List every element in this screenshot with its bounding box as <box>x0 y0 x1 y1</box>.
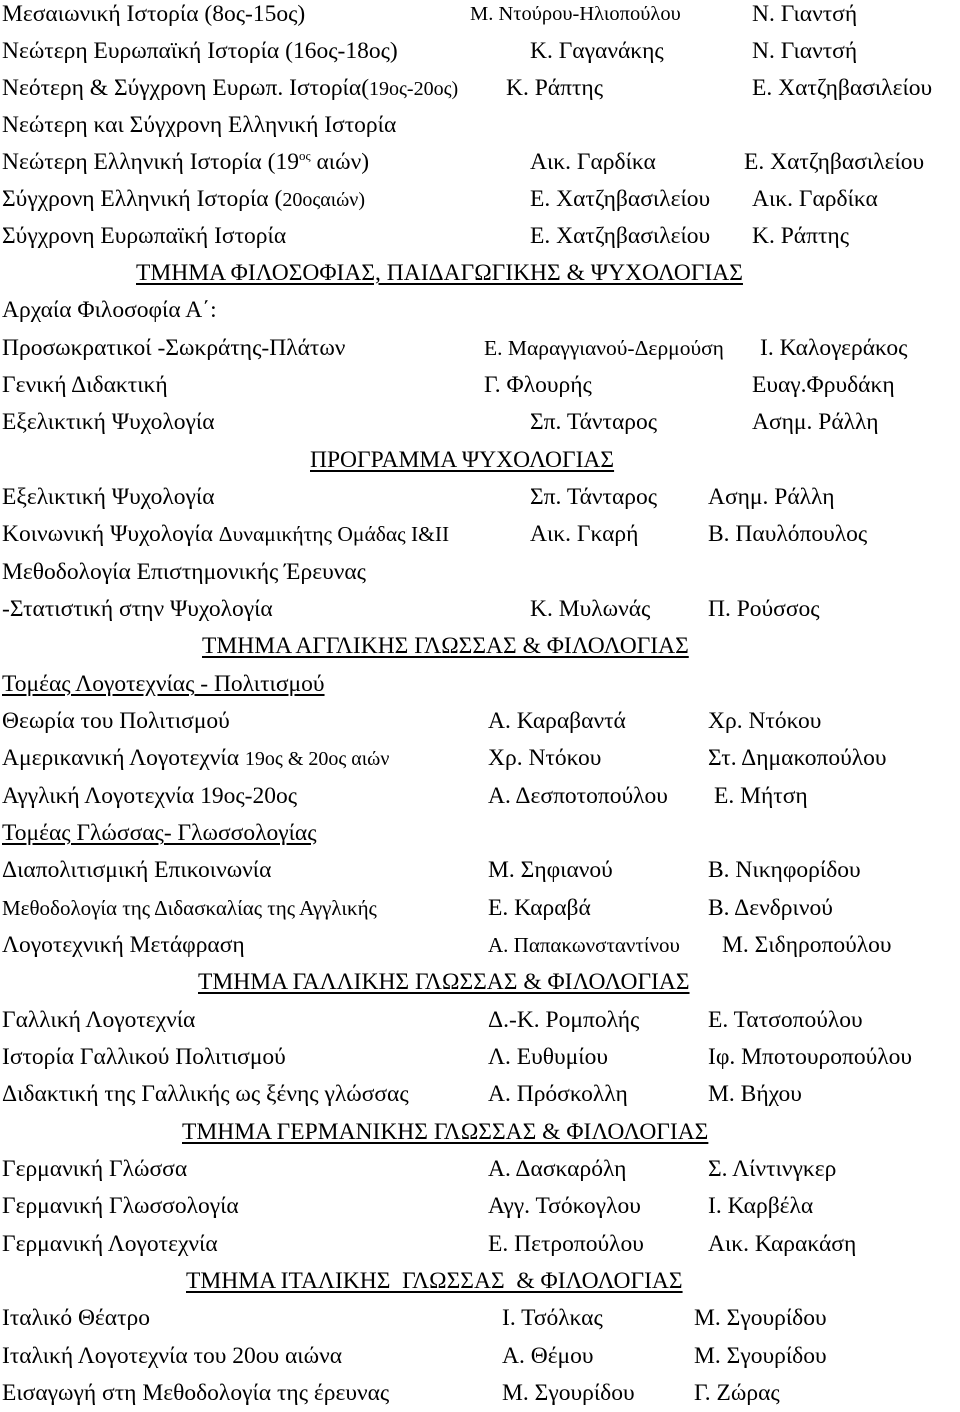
course-row <box>0 516 960 553</box>
instructor-secondary: Β. Νικηφορίδου <box>708 857 861 883</box>
course-row <box>0 890 960 927</box>
course-row <box>0 1039 960 1076</box>
instructor-primary: Αικ. Γαρδίκα <box>530 149 656 175</box>
sector-heading-row <box>0 815 960 852</box>
course-row <box>0 33 960 70</box>
instructor-secondary: Κ. Ράπτης <box>752 223 850 249</box>
instructor-secondary: Μ. Βήχου <box>708 1081 802 1107</box>
course-row <box>0 591 960 628</box>
course-title: Νεώτερη Ευρωπαϊκή Ιστορία (16ος-18ος) <box>2 38 398 64</box>
course-title-period: 19ος & 20ος αιών <box>244 748 390 770</box>
subject-heading-row <box>0 554 960 591</box>
course-title: Γερμανική Λογοτεχνία <box>2 1231 218 1257</box>
instructor-primary: Α. Θέμου <box>502 1343 594 1369</box>
course-title-main: Νεότερη & Σύγχρονη Ευρωπ. Ιστορία( <box>2 75 370 101</box>
instructor-secondary: Ασημ. Ράλλη <box>708 484 835 510</box>
course-title: Μεσαιωνική Ιστορία (8ος-15ος) <box>2 1 306 27</box>
instructor-secondary: Μ. Σιδηροπούλου <box>722 932 892 958</box>
subject-heading-row <box>0 292 960 329</box>
instructor-primary: Λ. Ευθυμίου <box>488 1044 608 1070</box>
instructor-secondary: Χρ. Ντόκου <box>708 708 822 734</box>
course-row <box>0 479 960 516</box>
course-title: Εισαγωγή στη Μεθοδολογία της έρευνας <box>2 1380 390 1406</box>
instructor-secondary: Μ. Σγουρίδου <box>694 1343 827 1369</box>
course-title: Εξελικτική Ψυχολογία <box>2 484 215 510</box>
course-title: Ιστορία Γαλλικού Πολιτισμού <box>2 1044 286 1070</box>
department-heading: ΠΡΟΓΡΑΜΜΑ ΨΥΧΟΛΟΓΙΑΣ <box>310 447 615 473</box>
instructor-secondary: Π. Ρούσσος <box>708 596 820 622</box>
course-row <box>0 778 960 815</box>
course-title: Λογοτεχνική Μετάφραση <box>2 932 245 958</box>
course-title: Μεθοδολογία της Διδασκαλίας της Αγγλικής <box>2 896 377 920</box>
course-row <box>0 1076 960 1113</box>
course-row <box>0 70 960 107</box>
course-row <box>0 703 960 740</box>
course-title: Γαλλική Λογοτεχνία <box>2 1007 196 1033</box>
instructor-primary: Γ. Φλουρής <box>484 372 592 398</box>
course-title: Θεωρία του Πολιτισμού <box>2 708 230 734</box>
department-heading: ΤΜΗΜΑ ΙΤΑΛΙΚΗΣ ΓΛΩΣΣΑΣ & ΦΙΛΟΛΟΓΙΑΣ <box>186 1268 683 1294</box>
course-title-suffix: αιών) <box>316 149 370 175</box>
course-row <box>0 404 960 441</box>
course-row <box>0 1300 960 1337</box>
sector-heading: Τομέας Λογοτεχνίας - Πολιτισμού <box>2 671 325 697</box>
course-title-main: Σύγχρονη Ελληνική Ιστορία ( <box>2 186 283 212</box>
instructor-secondary: Ασημ. Ράλλη <box>752 409 879 435</box>
instructor-primary: Μ. Σηφιανού <box>488 857 613 883</box>
course-title-main: Κοινωνική Ψυχολογία <box>2 521 219 547</box>
instructor-secondary: Ι. Καρβέλα <box>708 1193 814 1219</box>
course-row <box>0 0 960 33</box>
course-row <box>0 927 960 964</box>
course-row <box>0 740 960 777</box>
course-title: -Στατιστική στην Ψυχολογία <box>2 596 273 622</box>
course-row <box>0 330 960 367</box>
instructor-primary: Σπ. Τάνταρος <box>530 484 658 510</box>
instructor-primary: Αγγ. Τσόκογλου <box>488 1193 641 1219</box>
instructor-secondary: Γ. Ζώρας <box>694 1380 780 1406</box>
instructor-primary: Κ. Μυλωνάς <box>530 596 651 622</box>
course-title: Γενική Διδακτική <box>2 372 168 398</box>
department-heading-row <box>0 255 960 292</box>
course-row <box>0 1338 960 1375</box>
department-heading: ΤΜΗΜΑ ΓΑΛΛΙΚΗΣ ΓΛΩΣΣΑΣ & ΦΙΛΟΛΟΓΙΑΣ <box>198 969 690 995</box>
instructor-secondary: Ευαγ.Φρυδάκη <box>752 372 895 398</box>
instructor-primary: Α. Πρόσκολλη <box>488 1081 628 1107</box>
instructor-primary: Α. Καραβαντά <box>488 708 626 734</box>
instructor-secondary: Ν. Γιαντσή <box>752 1 858 27</box>
department-heading: ΤΜΗΜΑ ΓΕΡΜΑΝΙΚΗΣ ΓΛΩΣΣΑΣ & ΦΙΛΟΛΟΓΙΑΣ <box>182 1119 709 1145</box>
sector-heading: Τομέας Γλώσσας- Γλωσσολογίας <box>2 820 317 846</box>
course-title: Προσωκρατικοί -Σωκράτης-Πλάτων <box>2 335 346 361</box>
instructor-secondary: Ι. Καλογεράκος <box>760 335 908 361</box>
course-row <box>0 367 960 404</box>
course-title-main: Αμερικανική Λογοτεχνία <box>2 745 245 771</box>
instructor-secondary: Ιφ. Μποτουροπούλου <box>708 1044 912 1070</box>
course-title: Εξελικτική Ψυχολογία <box>2 409 215 435</box>
course-title: Γερμανική Γλώσσα <box>2 1156 188 1182</box>
instructor-primary: Κ. Ράπτης <box>506 75 604 101</box>
instructor-primary: Κ. Γαγανάκης <box>530 38 664 64</box>
course-title-superscript: ος <box>298 148 311 164</box>
instructor-secondary: Ε. Μήτση <box>714 783 808 809</box>
department-heading-row <box>0 1263 960 1300</box>
course-title: Διδακτική της Γαλλικής ως ξένης γλώσσας <box>2 1081 409 1107</box>
instructor-secondary: Ε. Χατζηβασιλείου <box>744 149 925 175</box>
course-row <box>0 1375 960 1412</box>
course-title: Σύγχρονη Ευρωπαϊκή Ιστορία <box>2 223 287 249</box>
instructor-secondary: Ε. Τατσοπούλου <box>708 1007 863 1033</box>
sector-heading-row <box>0 666 960 703</box>
instructor-secondary: Ε. Χατζηβασιλείου <box>752 75 933 101</box>
course-row <box>0 1151 960 1188</box>
instructor-primary: Χρ. Ντόκου <box>488 745 602 771</box>
instructor-primary: Α. Παπακωνσταντίνου <box>488 933 680 957</box>
instructor-secondary: Ν. Γιαντσή <box>752 38 858 64</box>
instructor-primary: Σπ. Τάνταρος <box>530 409 658 435</box>
department-heading: ΤΜΗΜΑ ΦΙΛΟΣΟΦΙΑΣ, ΠΑΙΔΑΓΩΓΙΚΗΣ & ΨΥΧΟΛΟΓΙΑΣ <box>136 260 743 286</box>
department-heading-row <box>0 628 960 665</box>
department-heading-row <box>0 964 960 1001</box>
course-row <box>0 1226 960 1263</box>
course-title: Διαπολιτισμική Επικοινωνία <box>2 857 272 883</box>
instructor-primary: Μ. Ντούρου-Ηλιοπούλου <box>470 3 681 25</box>
course-title <box>2 181 365 219</box>
instructor-primary: Α. Δασκαρόλη <box>488 1156 627 1182</box>
course-title <box>2 144 369 181</box>
course-title: Γερμανική Γλωσσολογία <box>2 1193 239 1219</box>
instructor-primary: Ι. Τσόλκας <box>502 1305 603 1331</box>
instructor-primary: Δ.-Κ. Ρομπολής <box>488 1007 640 1033</box>
instructor-primary: Ε. Πετροπούλου <box>488 1231 644 1257</box>
instructor-primary: Αικ. Γκαρή <box>530 521 639 547</box>
course-title-period: 20οςαιών) <box>282 189 365 211</box>
subject-heading-row <box>0 107 960 144</box>
department-heading-row <box>0 1114 960 1151</box>
course-title: Ιταλικό Θέατρο <box>2 1305 151 1331</box>
instructor-secondary: Β. Δενδρινού <box>708 895 833 921</box>
instructor-secondary: Αικ. Καρακάση <box>708 1231 857 1257</box>
course-title <box>2 516 449 553</box>
instructor-secondary: Αικ. Γαρδίκα <box>752 186 878 212</box>
course-title-period: 19ος-20ος) <box>369 78 459 100</box>
course-title <box>2 740 389 778</box>
course-row <box>0 181 960 218</box>
department-heading: ΤΜΗΜΑ ΑΓΓΛΙΚΗΣ ΓΛΩΣΣΑΣ & ΦΙΛΟΛΟΓΙΑΣ <box>202 633 689 659</box>
instructor-primary: Ε. Μαραγγιανού-Δερμούση <box>484 336 724 360</box>
course-row <box>0 1188 960 1225</box>
instructor-primary: Μ. Σγουρίδου <box>502 1380 635 1406</box>
instructor-primary: Ε. Χατζηβασιλείου <box>530 223 711 249</box>
course-title <box>2 70 458 108</box>
course-row <box>0 218 960 255</box>
course-row <box>0 144 960 181</box>
department-heading-row <box>0 442 960 479</box>
instructor-secondary: Σ. Λίντινγκερ <box>708 1156 837 1182</box>
instructor-primary: Α. Δεσποτοπούλου <box>488 783 668 809</box>
course-row <box>0 1002 960 1039</box>
instructor-secondary: Β. Παυλόπουλος <box>708 521 868 547</box>
instructor-secondary: Μ. Σγουρίδου <box>694 1305 827 1331</box>
course-title: Ιταλική Λογοτεχνία του 20ου αιώνα <box>2 1343 343 1369</box>
course-row <box>0 852 960 889</box>
instructor-primary: Ε. Χατζηβασιλείου <box>530 186 711 212</box>
course-title-main: Νεώτερη Ελληνική Ιστορία (19 <box>2 149 299 175</box>
course-title-detail: Δυναμικήτης Ομάδας Ι&ΙΙ <box>218 522 450 546</box>
course-title: Αγγλική Λογοτεχνία 19ος-20ος <box>2 783 298 809</box>
subject-heading: Αρχαία Φιλοσοφία Α΄: <box>2 297 217 323</box>
instructor-secondary: Στ. Δημακοπούλου <box>708 745 887 771</box>
instructor-primary: Ε. Καραβά <box>488 895 591 921</box>
subject-heading: Μεθοδολογία Επιστημονικής Έρευνας <box>2 559 366 585</box>
subject-heading: Νεώτερη και Σύγχρονη Ελληνική Ιστορία <box>2 112 397 138</box>
